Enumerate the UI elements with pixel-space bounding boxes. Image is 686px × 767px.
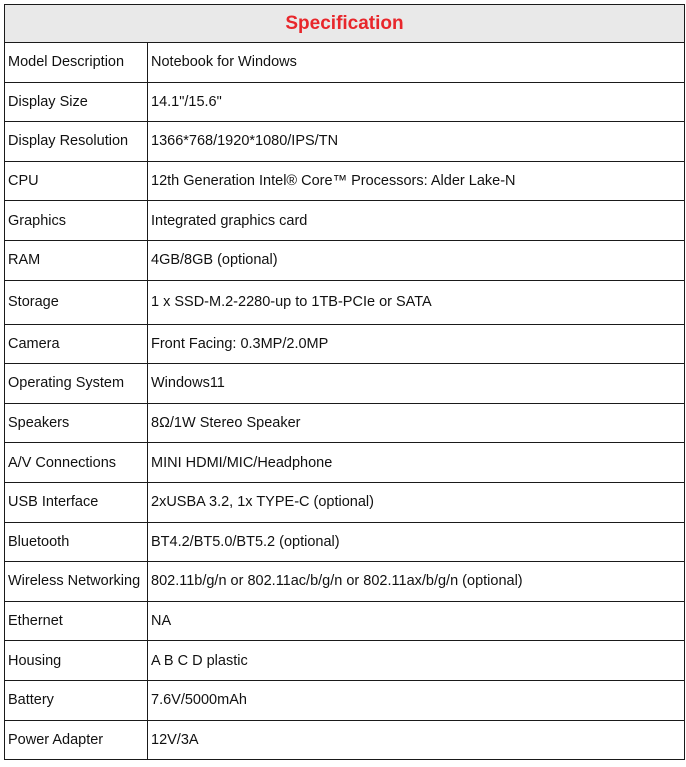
spec-value: 7.6V/5000mAh: [148, 680, 685, 720]
table-row: [5, 280, 685, 324]
table-row: [5, 43, 685, 83]
specification-table: [4, 4, 685, 760]
spec-label: Speakers: [5, 403, 148, 443]
table-row: [5, 403, 685, 443]
table-row: [5, 641, 685, 681]
spec-value: 14.1"/15.6": [148, 82, 685, 122]
spec-sheet: [4, 4, 684, 763]
spec-value: 4GB/8GB (optional): [148, 240, 685, 280]
table-row: [5, 364, 685, 404]
spec-label: CPU: [5, 161, 148, 201]
table-row: [5, 680, 685, 720]
spec-label: Camera: [5, 324, 148, 364]
table-row: [5, 443, 685, 483]
spec-label: Model Description: [5, 43, 148, 83]
spec-label: Operating System: [5, 364, 148, 404]
table-title: Specification: [5, 5, 685, 43]
spec-value: Windows11: [148, 364, 685, 404]
table-row: [5, 720, 685, 760]
table-row: [5, 601, 685, 641]
spec-label: Wireless Networking: [5, 562, 148, 602]
spec-value: 12V/3A: [148, 720, 685, 760]
spec-value: 8Ω/1W Stereo Speaker: [148, 403, 685, 443]
spec-value: Notebook for Windows: [148, 43, 685, 83]
spec-value: A B C D plastic: [148, 641, 685, 681]
table-row: [5, 240, 685, 280]
spec-label: Storage: [5, 280, 148, 324]
spec-label: Power Adapter: [5, 720, 148, 760]
spec-label: USB Interface: [5, 482, 148, 522]
spec-value: Integrated graphics card: [148, 201, 685, 241]
spec-label: Display Resolution: [5, 122, 148, 162]
table-row: [5, 482, 685, 522]
table-row: [5, 522, 685, 562]
table-row: [5, 201, 685, 241]
spec-label: Housing: [5, 641, 148, 681]
table-row: [5, 122, 685, 162]
spec-label: Display Size: [5, 82, 148, 122]
spec-label: Graphics: [5, 201, 148, 241]
spec-label: Bluetooth: [5, 522, 148, 562]
spec-value: 1366*768/1920*1080/IPS/TN: [148, 122, 685, 162]
spec-label: A/V Connections: [5, 443, 148, 483]
spec-label: Ethernet: [5, 601, 148, 641]
table-header-row: [5, 5, 685, 43]
spec-value: 12th Generation Intel® Core™ Processors: Alder Lake-N: [148, 161, 685, 201]
spec-value: 1 x SSD-M.2-2280-up to 1TB-PCIe or SATA: [148, 280, 685, 324]
table-row: [5, 161, 685, 201]
spec-value: Front Facing: 0.3MP/2.0MP: [148, 324, 685, 364]
spec-value: MINI HDMI/MIC/Headphone: [148, 443, 685, 483]
spec-value: BT4.2/BT5.0/BT5.2 (optional): [148, 522, 685, 562]
table-row: [5, 324, 685, 364]
spec-label: RAM: [5, 240, 148, 280]
spec-value: NA: [148, 601, 685, 641]
table-row: [5, 82, 685, 122]
spec-value: 802.11b/g/n or 802.11ac/b/g/n or 802.11ax/b/g/n (optional): [148, 562, 685, 602]
spec-label: Battery: [5, 680, 148, 720]
spec-value: 2xUSBA 3.2, 1x TYPE-C (optional): [148, 482, 685, 522]
table-row: [5, 562, 685, 602]
